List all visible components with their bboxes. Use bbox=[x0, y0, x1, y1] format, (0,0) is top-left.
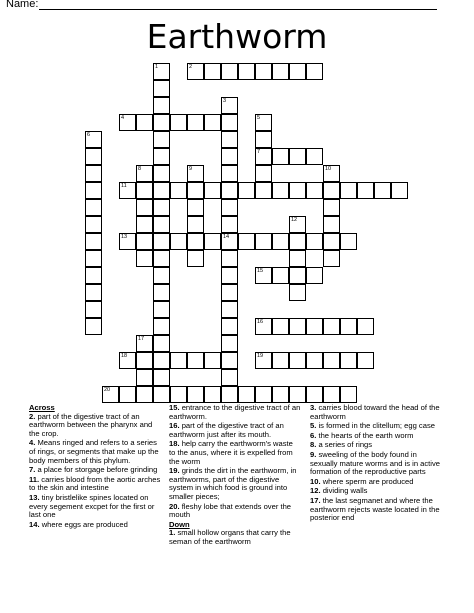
crossword-cell[interactable] bbox=[221, 352, 238, 369]
crossword-cell[interactable] bbox=[255, 114, 272, 131]
crossword-cell[interactable] bbox=[85, 318, 102, 335]
cell-number: 18 bbox=[121, 353, 128, 359]
clue-down: 1. small hollow organs that carry the seman of the earthworm bbox=[169, 528, 291, 546]
crossword-cell[interactable] bbox=[221, 386, 238, 403]
crossword-cell[interactable] bbox=[221, 216, 238, 233]
puzzle-title: Earthworm bbox=[146, 17, 328, 56]
crossword-cell[interactable] bbox=[306, 352, 323, 369]
crossword-cell[interactable] bbox=[255, 352, 272, 369]
crossword-cell[interactable] bbox=[306, 148, 323, 165]
cell-number: 7 bbox=[257, 149, 261, 155]
crossword-cell[interactable] bbox=[221, 318, 238, 335]
crossword-cell[interactable] bbox=[187, 182, 204, 199]
clue-down: 8. a series of rings bbox=[310, 440, 373, 450]
clue-across: 4. Means ringed and refers to a series of rings, or segments that make up the body members of this phylum. bbox=[29, 438, 159, 465]
crossword-cell[interactable] bbox=[119, 352, 136, 369]
crossword-cell[interactable] bbox=[153, 131, 170, 148]
crossword-cell[interactable] bbox=[221, 301, 238, 318]
crossword-cell[interactable] bbox=[238, 182, 255, 199]
crossword-cell[interactable] bbox=[306, 233, 323, 250]
crossword-cell[interactable] bbox=[170, 233, 187, 250]
crossword-cell[interactable] bbox=[323, 199, 340, 216]
clue-down: 12. dividing walls bbox=[310, 486, 368, 496]
crossword-cell[interactable] bbox=[289, 386, 306, 403]
crossword-cell[interactable] bbox=[153, 369, 170, 386]
crossword-cell[interactable] bbox=[374, 182, 391, 199]
clue-across: 2. part of the digestive tract of an earthworm between the pharynx and the crop. bbox=[29, 411, 153, 438]
crossword-cell[interactable] bbox=[187, 250, 204, 267]
crossword-cell[interactable] bbox=[136, 386, 153, 403]
crossword-cell[interactable] bbox=[272, 182, 289, 199]
crossword-cell[interactable] bbox=[153, 97, 170, 114]
crossword-cell[interactable] bbox=[306, 267, 323, 284]
crossword-cell[interactable] bbox=[136, 352, 153, 369]
crossword-cell[interactable] bbox=[255, 386, 272, 403]
crossword-cell[interactable] bbox=[153, 216, 170, 233]
crossword-cell[interactable] bbox=[136, 216, 153, 233]
clue-down: 9. sweeling of the body found in sexually mature worms and is in active formation of the reproductive parts bbox=[310, 449, 440, 477]
crossword-cell[interactable] bbox=[85, 165, 102, 182]
crossword-cell[interactable] bbox=[153, 114, 170, 131]
crossword-cell[interactable] bbox=[204, 352, 221, 369]
crossword-cell[interactable] bbox=[272, 233, 289, 250]
down-header: Down bbox=[169, 519, 190, 529]
clue-across: 19. grinds the dirt in the earthworm, in earthworms, part of the digestive system in which food is ground into smaller pieces; bbox=[169, 466, 297, 501]
cell-number: 14 bbox=[223, 234, 230, 240]
crossword-cell[interactable] bbox=[255, 165, 272, 182]
cell-number: 1 bbox=[155, 64, 159, 70]
crossword-cell[interactable] bbox=[187, 386, 204, 403]
crossword-cell[interactable] bbox=[221, 335, 238, 352]
cell-number: 9 bbox=[189, 166, 193, 172]
crossword-cell[interactable] bbox=[323, 182, 340, 199]
clue-down: 17. the last segmanet and where the earthworm rejects waste located in the posterior end bbox=[310, 495, 440, 523]
crossword-cell[interactable] bbox=[153, 182, 170, 199]
crossword-cell[interactable] bbox=[204, 63, 221, 80]
crossword-cell[interactable] bbox=[187, 165, 204, 182]
crossword-cell[interactable] bbox=[272, 352, 289, 369]
cell-number: 13 bbox=[121, 234, 128, 240]
crossword-cell[interactable] bbox=[153, 318, 170, 335]
crossword-cell[interactable] bbox=[153, 301, 170, 318]
crossword-cell[interactable] bbox=[255, 148, 272, 165]
crossword-cell[interactable] bbox=[272, 386, 289, 403]
crossword-cell[interactable] bbox=[255, 131, 272, 148]
crossword-cell[interactable] bbox=[136, 165, 153, 182]
crossword-cell[interactable] bbox=[289, 267, 306, 284]
crossword-cell[interactable] bbox=[136, 250, 153, 267]
crossword-cell[interactable] bbox=[136, 199, 153, 216]
cell-number: 15 bbox=[257, 268, 264, 274]
crossword-cell[interactable] bbox=[204, 233, 221, 250]
crossword-cell[interactable] bbox=[289, 63, 306, 80]
crossword-cell[interactable] bbox=[255, 182, 272, 199]
crossword-cell[interactable] bbox=[306, 63, 323, 80]
cell-number: 19 bbox=[257, 353, 264, 359]
clue-across: 18. help carry the earthworm's waste to the anus, where it is expelled from the worm bbox=[169, 439, 293, 466]
clue-column-2 bbox=[169, 404, 301, 548]
crossword-cell[interactable] bbox=[85, 233, 102, 250]
crossword-cell[interactable] bbox=[170, 182, 187, 199]
crossword-cell[interactable] bbox=[323, 216, 340, 233]
crossword-cell[interactable] bbox=[85, 267, 102, 284]
crossword-cell[interactable] bbox=[272, 318, 289, 335]
crossword-cell[interactable] bbox=[323, 352, 340, 369]
cell-number: 11 bbox=[121, 183, 127, 189]
crossword-cell[interactable] bbox=[357, 352, 374, 369]
crossword-cell[interactable] bbox=[221, 199, 238, 216]
crossword-cell[interactable] bbox=[289, 250, 306, 267]
crossword-cell[interactable] bbox=[255, 318, 272, 335]
crossword-cell[interactable] bbox=[187, 352, 204, 369]
crossword-cell[interactable] bbox=[170, 114, 187, 131]
crossword-cell[interactable] bbox=[221, 250, 238, 267]
crossword-cell[interactable] bbox=[85, 131, 102, 148]
cell-number: 4 bbox=[121, 115, 125, 121]
cell-number: 3 bbox=[223, 98, 227, 104]
crossword-cell[interactable] bbox=[153, 335, 170, 352]
cell-number: 12 bbox=[291, 217, 298, 223]
crossword-cell[interactable] bbox=[119, 182, 136, 199]
clue-across: 7. a place for storgage before grinding bbox=[29, 465, 158, 475]
crossword-cell[interactable] bbox=[238, 63, 255, 80]
crossword-cell[interactable] bbox=[170, 352, 187, 369]
crossword-cell[interactable] bbox=[289, 318, 306, 335]
crossword-cell[interactable] bbox=[289, 284, 306, 301]
cell-number: 5 bbox=[257, 115, 261, 121]
crossword-cell[interactable] bbox=[153, 284, 170, 301]
crossword-cell[interactable] bbox=[187, 114, 204, 131]
crossword-cell[interactable] bbox=[323, 318, 340, 335]
crossword-cell[interactable] bbox=[153, 63, 170, 80]
cell-number: 17 bbox=[138, 336, 145, 342]
crossword-cell[interactable] bbox=[187, 199, 204, 216]
clue-across: 13. tiny bristlelike spines located on every segement excpet for the first or last one bbox=[29, 492, 155, 520]
crossword-cell[interactable] bbox=[306, 318, 323, 335]
crossword-cell[interactable] bbox=[204, 386, 221, 403]
crossword-cell[interactable] bbox=[391, 182, 408, 199]
clue-across: 16. part of the digestive tract of an earthworm just after its mouth. bbox=[169, 421, 284, 439]
crossword-cell[interactable] bbox=[85, 284, 102, 301]
crossword-cell[interactable] bbox=[85, 301, 102, 318]
crossword-cell[interactable] bbox=[272, 148, 289, 165]
crossword-cell[interactable] bbox=[255, 63, 272, 80]
cell-number: 2 bbox=[189, 64, 193, 70]
crossword-cell[interactable] bbox=[357, 318, 374, 335]
crossword-cell[interactable] bbox=[340, 182, 357, 199]
crossword-cell[interactable] bbox=[323, 165, 340, 182]
crossword-cell[interactable] bbox=[340, 233, 357, 250]
crossword-cell[interactable] bbox=[119, 233, 136, 250]
crossword-cell[interactable] bbox=[306, 386, 323, 403]
cell-number: 8 bbox=[138, 166, 142, 172]
crossword-cell[interactable] bbox=[323, 250, 340, 267]
crossword-cell[interactable] bbox=[153, 165, 170, 182]
crossword-cell[interactable] bbox=[289, 352, 306, 369]
clue-down: 3. carries blood toward the head of the earthworm bbox=[310, 403, 440, 421]
crossword-cell[interactable] bbox=[238, 386, 255, 403]
crossword-cell[interactable] bbox=[221, 148, 238, 165]
crossword-cell[interactable] bbox=[221, 97, 238, 114]
crossword-cell[interactable] bbox=[102, 386, 119, 403]
crossword-cell[interactable] bbox=[357, 182, 374, 199]
crossword-cell[interactable] bbox=[221, 369, 238, 386]
crossword-cell[interactable] bbox=[153, 148, 170, 165]
crossword-cell[interactable] bbox=[187, 216, 204, 233]
crossword-cell[interactable] bbox=[221, 284, 238, 301]
clue-down: 6. the hearts of the earth worm bbox=[310, 430, 414, 440]
crossword-cell[interactable] bbox=[85, 250, 102, 267]
crossword-cell[interactable] bbox=[85, 199, 102, 216]
crossword-cell[interactable] bbox=[340, 386, 357, 403]
crossword-cell[interactable] bbox=[136, 233, 153, 250]
crossword-cell[interactable] bbox=[289, 148, 306, 165]
crossword-cell[interactable] bbox=[221, 182, 238, 199]
crossword-cell[interactable] bbox=[272, 267, 289, 284]
crossword-cell[interactable] bbox=[323, 233, 340, 250]
clue-column-3 bbox=[310, 404, 442, 524]
crossword-cell[interactable] bbox=[153, 352, 170, 369]
crossword-cell[interactable] bbox=[272, 63, 289, 80]
cell-number: 20 bbox=[104, 387, 111, 393]
crossword-cell[interactable] bbox=[340, 352, 357, 369]
clue-down: 5. is formed in the clitellum; egg case bbox=[310, 421, 435, 431]
crossword-cell[interactable] bbox=[221, 267, 238, 284]
crossword-cell[interactable] bbox=[221, 63, 238, 80]
crossword-cell[interactable] bbox=[187, 63, 204, 80]
crossword-cell[interactable] bbox=[153, 80, 170, 97]
crossword-cell[interactable] bbox=[255, 267, 272, 284]
cell-number: 16 bbox=[257, 319, 264, 325]
crossword-cell[interactable] bbox=[289, 182, 306, 199]
crossword-cell[interactable] bbox=[187, 233, 204, 250]
crossword-cell[interactable] bbox=[204, 182, 221, 199]
cell-number: 6 bbox=[87, 132, 91, 138]
crossword-cell[interactable] bbox=[204, 114, 221, 131]
crossword-cell[interactable] bbox=[136, 182, 153, 199]
clue-across: 14. where eggs are produced bbox=[29, 519, 128, 529]
crossword-cell[interactable] bbox=[153, 250, 170, 267]
clue-across: 11. carries blood from the aortic arches to the skin and intestine bbox=[29, 474, 161, 493]
crossword-cell[interactable] bbox=[153, 267, 170, 284]
crossword-cell[interactable] bbox=[85, 216, 102, 233]
crossword-cell[interactable] bbox=[136, 369, 153, 386]
crossword-cell[interactable] bbox=[136, 335, 153, 352]
clue-across: 15. entrance to the digestive tract of an earthworm. bbox=[169, 403, 301, 421]
crossword-cell[interactable] bbox=[153, 386, 170, 403]
crossword-cell[interactable] bbox=[221, 165, 238, 182]
crossword-cell[interactable] bbox=[221, 114, 238, 131]
crossword-cell[interactable] bbox=[340, 318, 357, 335]
crossword-cell[interactable] bbox=[85, 182, 102, 199]
crossword-cell[interactable] bbox=[289, 216, 306, 233]
clues-area bbox=[0, 404, 474, 613]
crossword-cell[interactable] bbox=[153, 199, 170, 216]
clue-down: 10. where sperm are produced bbox=[310, 476, 414, 486]
clue-across: 20. fleshy lobe that extends over the mouth bbox=[169, 501, 292, 520]
crossword-cell[interactable] bbox=[119, 114, 136, 131]
crossword-cell[interactable] bbox=[221, 131, 238, 148]
crossword-cell[interactable] bbox=[136, 114, 153, 131]
crossword-cell[interactable] bbox=[170, 386, 187, 403]
crossword-cell[interactable] bbox=[289, 233, 306, 250]
crossword-cell[interactable] bbox=[323, 386, 340, 403]
across-header: Across bbox=[29, 403, 55, 412]
name-label: Name: bbox=[6, 0, 39, 10]
crossword-cell[interactable] bbox=[119, 386, 136, 403]
crossword-cell[interactable] bbox=[85, 148, 102, 165]
crossword-cell[interactable] bbox=[153, 233, 170, 250]
crossword-cell[interactable] bbox=[306, 182, 323, 199]
clue-column-1 bbox=[29, 404, 161, 530]
cell-number: 10 bbox=[325, 166, 332, 172]
crossword-cell[interactable] bbox=[238, 233, 255, 250]
crossword-cell[interactable] bbox=[255, 233, 272, 250]
crossword-cell[interactable] bbox=[221, 233, 238, 250]
